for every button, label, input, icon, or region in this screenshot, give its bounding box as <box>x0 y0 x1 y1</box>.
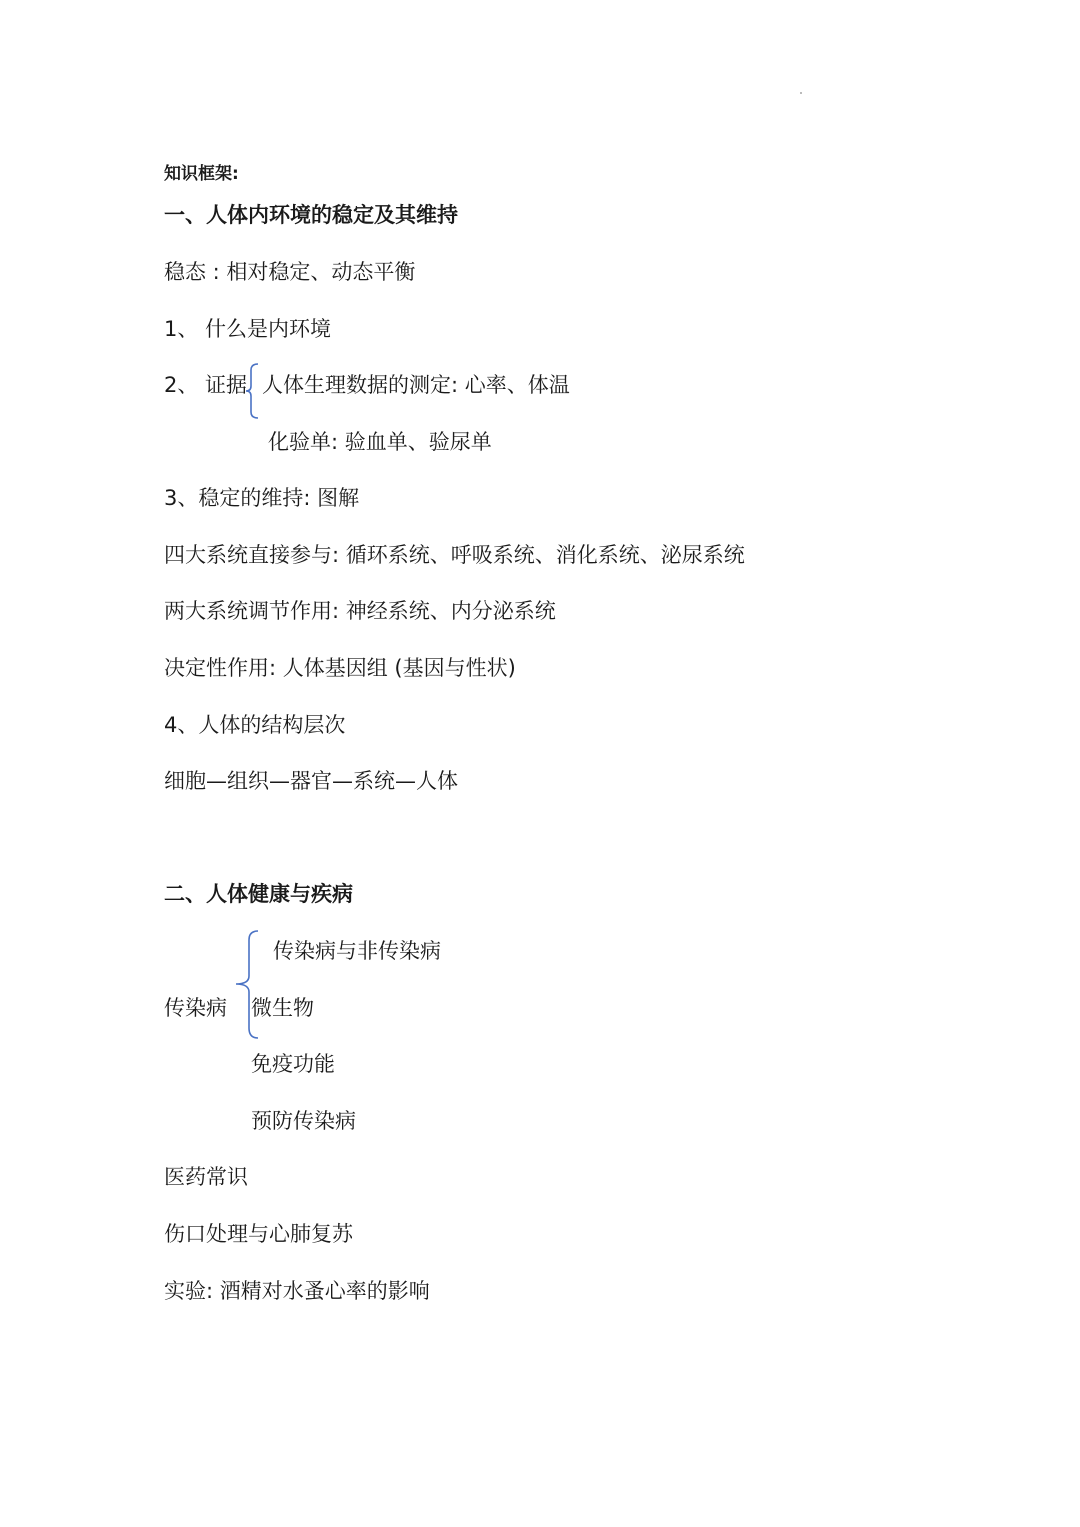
item3-line: 3、稳定的维持: 图解 <box>164 486 360 510</box>
framework-label: 知识框架: <box>164 164 239 184</box>
item2-prefix: 2、 证据 <box>164 373 248 397</box>
infectious-label: 传染病 <box>164 996 227 1020</box>
scan-speck <box>800 92 802 94</box>
infectious-branch-3: 免疫功能 <box>251 1052 335 1076</box>
two-systems-line: 两大系统调节作用: 神经系统、内分泌系统 <box>164 599 556 623</box>
infectious-brace <box>232 928 260 1042</box>
infectious-branch-1: 传染病与非传染病 <box>273 939 441 963</box>
infectious-branch-2: 微生物 <box>251 996 314 1020</box>
medicine-line: 医药常识 <box>164 1165 248 1189</box>
homeostasis-line: 稳态 : 相对稳定、动态平衡 <box>164 260 416 284</box>
experiment-line: 实验: 酒精对水蚤心率的影响 <box>164 1279 430 1303</box>
item4-line: 4、人体的结构层次 <box>164 713 346 737</box>
decisive-line: 决定性作用: 人体基因组 (基因与性状) <box>164 656 516 680</box>
section2-title: 二、人体健康与疾病 <box>164 882 353 906</box>
first-aid-line: 伤口处理与心肺复苏 <box>164 1222 353 1246</box>
evidence-branch-1: 人体生理数据的测定: 心率、体温 <box>262 373 570 397</box>
section1-title: 一、人体内环境的稳定及其维持 <box>164 203 458 227</box>
item1-line: 1、 什么是内环境 <box>164 317 332 341</box>
four-systems-line: 四大系统直接参与: 循环系统、呼吸系统、消化系统、泌尿系统 <box>164 543 745 567</box>
evidence-branch-2: 化验单: 验血单、验尿单 <box>268 430 492 454</box>
evidence-brace <box>244 362 262 420</box>
structure-levels-line: 细胞—组织—器官—系统—人体 <box>164 769 458 793</box>
infectious-branch-4: 预防传染病 <box>251 1109 356 1133</box>
